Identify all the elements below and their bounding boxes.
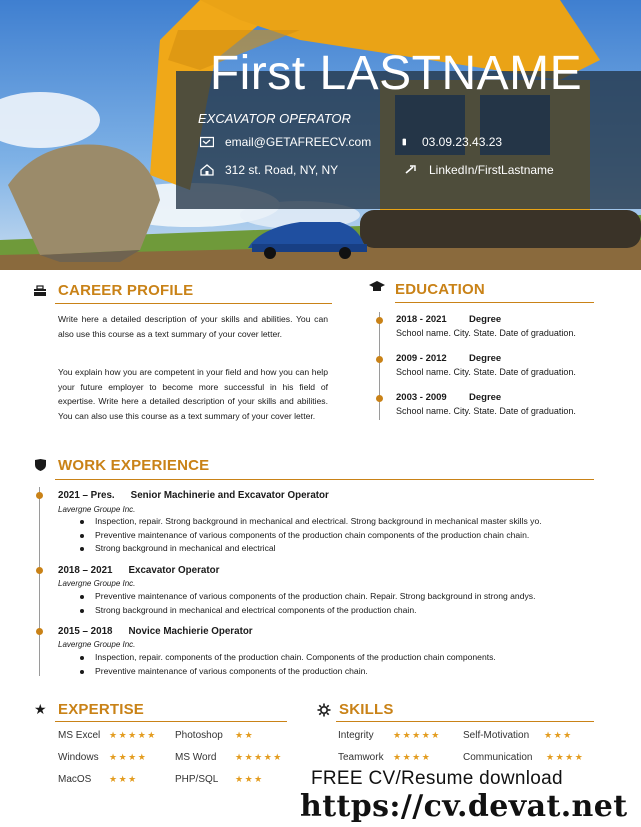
- email-icon: [200, 136, 214, 148]
- watermark-url: https://cv.devat.net: [300, 789, 628, 824]
- contact-email: [200, 135, 371, 149]
- linkedin-text: LinkedIn/FirstLastname: [429, 163, 554, 177]
- gear-icon: [317, 703, 331, 717]
- work-timeline: [39, 487, 40, 676]
- shield-icon: [35, 459, 46, 471]
- skill-stars: ★★★: [544, 730, 573, 740]
- education-degree: Degree: [469, 353, 502, 364]
- contact-linkedin: [404, 163, 554, 177]
- education-years: 2018 - 2021: [396, 314, 447, 325]
- expertise-stars: ★★★: [235, 774, 264, 784]
- skill-label: Communication: [463, 752, 533, 763]
- job-role: Excavator Operator: [128, 565, 220, 576]
- expertise-label: Photoshop: [175, 730, 223, 741]
- candidate-name: First LASTNAME: [209, 47, 583, 100]
- expertise-stars: ★★: [235, 730, 255, 740]
- job-company: Lavergne Groupe Inc.: [58, 640, 136, 649]
- phone-icon: [402, 136, 410, 148]
- skills-title: SKILLS: [339, 701, 394, 718]
- contact-address: [200, 163, 338, 177]
- skill-stars: ★★★★: [393, 752, 432, 762]
- skill-label: Self-Motivation: [463, 730, 530, 741]
- skill-label: Teamwork: [338, 752, 384, 763]
- expertise-stars: ★★★★: [109, 752, 148, 762]
- job-bullet: Inspection, repair. Strong background in mechanical and electrical. Strong background in mechanical master skills yo.: [58, 515, 542, 529]
- expertise-label: MS Word: [175, 752, 217, 763]
- education-school: School name. City. State. Date of graduation.: [396, 328, 576, 338]
- education-years: 2009 - 2012: [396, 353, 447, 364]
- timeline-dot: [376, 317, 383, 324]
- work-experience-rule: [55, 479, 594, 480]
- skill-stars: ★★★★: [546, 752, 585, 762]
- job-bullet: Preventive maintenance of various components of the production chain.: [58, 665, 496, 679]
- expertise-label: MS Excel: [58, 730, 101, 741]
- timeline-dot: [376, 395, 383, 402]
- education-timeline: [379, 312, 380, 420]
- email-text: email@GETAFREECV.com: [225, 135, 372, 149]
- address-text: 312 st. Road, NY, NY: [225, 163, 339, 177]
- skill-label: Integrity: [338, 730, 374, 741]
- watermark-line-1: FREE CV/Resume download: [311, 768, 563, 789]
- career-profile-rule: [55, 303, 332, 304]
- job-bullet: Strong background in mechanical and electrical: [58, 542, 542, 556]
- education-years: 2003 - 2009: [396, 392, 447, 403]
- timeline-dot: [36, 492, 43, 499]
- expertise-label: MacOS: [58, 774, 92, 785]
- job-role: Senior Machinerie and Excavator Operator: [130, 490, 329, 501]
- job-title: EXCAVATOR OPERATOR: [198, 111, 351, 126]
- expertise-title: EXPERTISE: [58, 701, 144, 718]
- briefcase-icon: [33, 284, 47, 298]
- education-school: School name. City. State. Date of graduation.: [396, 406, 576, 416]
- education-school: School name. City. State. Date of graduation.: [396, 367, 576, 377]
- education-rule: [395, 302, 594, 303]
- career-profile-title: CAREER PROFILE: [58, 282, 194, 299]
- phone-text: 03.09.23.43.23: [422, 135, 503, 149]
- contact-phone: [402, 135, 502, 149]
- job-heading: [58, 490, 329, 501]
- job-bullets: [58, 515, 542, 556]
- skill-stars: ★★★★★: [393, 730, 441, 740]
- graduation-cap-icon: [369, 281, 385, 293]
- timeline-dot: [36, 567, 43, 574]
- job-company: Lavergne Groupe Inc.: [58, 505, 136, 514]
- career-profile-para-2: You explain how you are competent in your field and how you can help your future employer to become more successful in his field of expertise. Write here a detailed description of your skills and abilities. You can also use this course as a text summary of your cover letter.: [58, 367, 328, 421]
- education-degree: Degree: [469, 314, 502, 325]
- home-icon: [200, 164, 214, 176]
- job-bullet: Strong background in mechanical and electrical components of the production chain.: [58, 604, 535, 618]
- job-company: Lavergne Groupe Inc.: [58, 579, 136, 588]
- expertise-stars: ★★★★★: [109, 730, 157, 740]
- job-bullet: Inspection, repair. components of the production chain. Components of the production chain components.: [58, 651, 496, 665]
- job-heading: [58, 565, 219, 576]
- job-period: 2021 – Pres.: [58, 490, 115, 501]
- skills-rule: [336, 721, 594, 722]
- work-experience-title: WORK EXPERIENCE: [58, 457, 210, 474]
- job-bullet: Preventive maintenance of various components of the production chain components of the production chain chain.: [58, 529, 542, 543]
- job-bullets: [58, 651, 496, 678]
- expertise-rule: [55, 721, 287, 722]
- job-period: 2015 – 2018: [58, 626, 113, 637]
- timeline-dot: [376, 356, 383, 363]
- career-profile-para-1: Write here a detailed description of your skills and abilities. You can also use this course as a text summary of your cover letter.: [58, 314, 328, 339]
- job-period: 2018 – 2021: [58, 565, 113, 576]
- education-title: EDUCATION: [395, 281, 485, 298]
- timeline-dot: [36, 628, 43, 635]
- expertise-label: PHP/SQL: [175, 774, 219, 785]
- job-bullets: [58, 590, 535, 617]
- expertise-label: Windows: [58, 752, 99, 763]
- expertise-stars: ★★★★★: [235, 752, 283, 762]
- job-role: Novice Machierie Operator: [128, 626, 253, 637]
- job-heading: [58, 626, 253, 637]
- star-icon: ★: [34, 701, 47, 717]
- education-degree: Degree: [469, 392, 502, 403]
- job-bullet: Preventive maintenance of various components of the production chain. Repair. Strong background in strong andys.: [58, 590, 535, 604]
- expertise-stars: ★★★: [109, 774, 138, 784]
- link-icon: [404, 164, 418, 176]
